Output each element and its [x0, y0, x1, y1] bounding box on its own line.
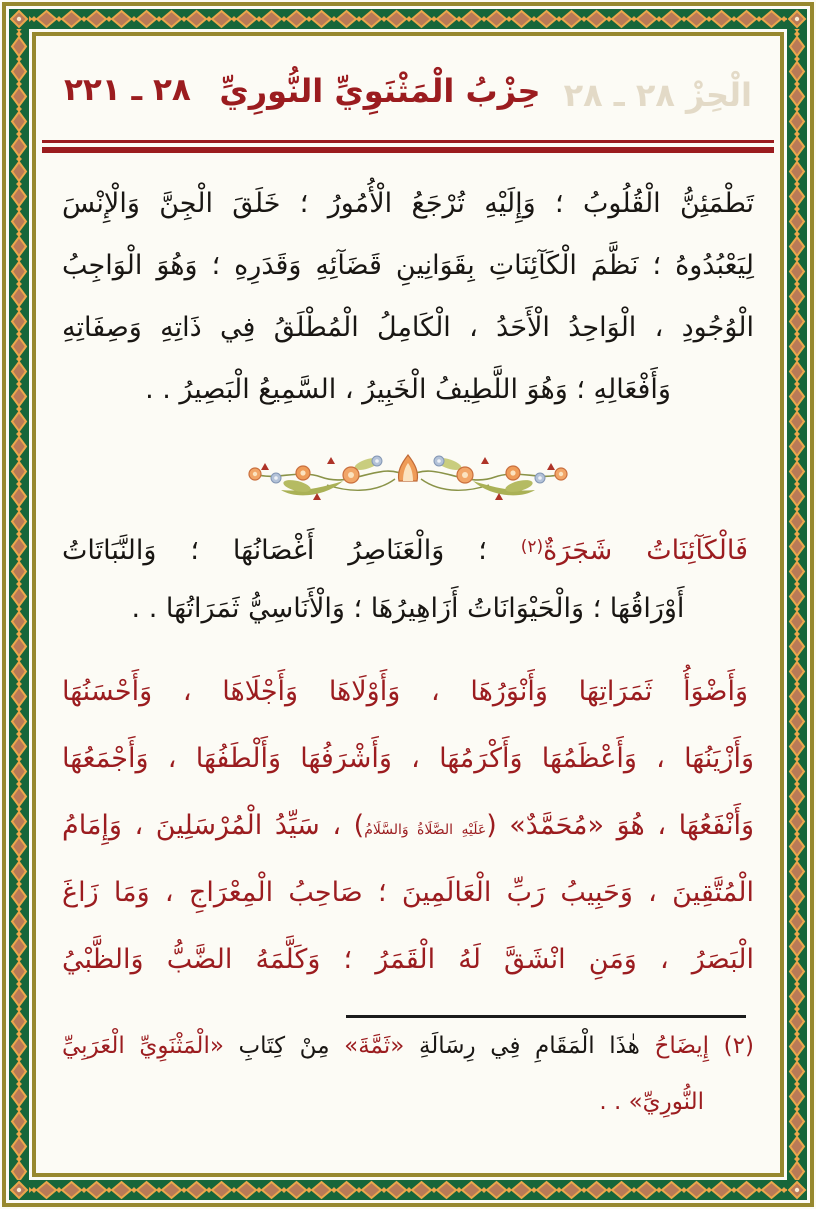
- text-line: وَأَنْفَعُهَا ، هُوَ «مُحَمَّدٌ» (عَلَيْهِ الصَّلَاةُ وَالسَّلَامُ) ، سَيِّدُ الْمُرْسَلِينَ ، وَإِمَامُ: [62, 810, 755, 841]
- text-line: وَأَفْعَالِهِ ؛ وَهُوَ اللَّطِيفُ الْخَبِيرُ ، السَّمِيعُ الْبَصِيرُ . .: [145, 374, 671, 405]
- footnote-line: (٢) إِيضَاحُ هٰذَا الْمَقَامِ فِي رِسَالَةِ «ثَمَّةَ» مِنْ كِتَابِ «الْمَثْنَوِيِّ الْعَرَبِيِّ: [62, 1033, 754, 1059]
- diamond-chain-border-bottom: [9, 1180, 807, 1200]
- text-line: الْمُتَّقِينَ ، وَحَبِيبُ رَبِّ الْعَالَمِينَ ؛ صَاحِبُ الْمِعْرَاجِ ، وَمَا زَاغَ: [62, 877, 754, 908]
- ghost-print-artifact: الْحِزْ ٢٨ ـ ٢٨: [563, 76, 752, 114]
- footnote-section: [62, 1015, 754, 1130]
- text-line: الْوُجُودِ ، الْوَاحِدُ الْأَحَدُ ، الْكَامِلُ الْمُطْلَقُ فِي ذَاتِهِ وَصِفَاتِهِ: [62, 312, 754, 343]
- floral-ornament-icon: [243, 447, 573, 502]
- floral-divider-ornament: [243, 447, 573, 502]
- diamond-medallion-corner: [9, 9, 29, 29]
- page-header: [62, 70, 754, 134]
- diamond-medallion-corner: [787, 9, 807, 29]
- text-line: تَطْمَئِنُّ الْقُلُوبُ ؛ وَإِلَيْهِ تُرْجَعُ الْأُمُورُ ؛ خَلَقَ الْجِنَّ وَالْإِنْسَ: [62, 188, 754, 219]
- header-divider-rule: [42, 140, 774, 153]
- text-line: وَأَضْوَأُ ثَمَرَاتِهَا وَأَنْوَرُهَا ، وَأَوْلَاهَا وَأَجْلَاهَا ، وَأَحْسَنُهَا: [62, 676, 748, 707]
- diamond-chain-border-left: [9, 9, 29, 1200]
- text-line: لِيَعْبُدُوهُ ؛ نَظَّمَ الْكَآئِنَاتِ بِقَوَانِينِ قَضَآئِهِ وَقَدَرِهِ ؛ وَهُوَ الْوَاجِبُ: [62, 250, 754, 281]
- diamond-chain-border-top: [9, 9, 807, 29]
- text-line: أَوْرَاقُهَا ؛ وَالْحَيْوَانَاتُ أَزَاهِيرُهَا ؛ وَالْأَنَاسِيُّ ثَمَرَاتُهَا . .: [131, 593, 685, 624]
- text-line: فَالْكَآئِنَاتُ شَجَرَةٌ$^{(٢)}$ ؛ وَالْعَنَاصِرُ أَغْصَانُهَا ؛ وَالنَّبَاتَاتُ: [62, 535, 748, 566]
- footnote-line: النُّورِيِّ» . .: [599, 1089, 704, 1115]
- text-line: وَأَزْيَنُهَا ، وَأَعْظَمُهَا وَأَكْرَمُهَا ، وَأَشْرَفُهَا وَأَلْطَفُهَا ، وَأَجْمَعُهَا: [62, 743, 754, 774]
- paragraph-1: [62, 173, 754, 421]
- page-numbers: ٢٨ ـ ٢٢١: [64, 72, 191, 108]
- page-title: حِزْبُ الْمَثْنَوِيِّ النُّورِيِّ: [219, 72, 541, 110]
- diamond-medallion-corner: [787, 1180, 807, 1200]
- diamond-medallion-corner: [9, 1180, 29, 1200]
- paragraph-3-red: [62, 658, 754, 993]
- paragraph-2: [62, 516, 754, 640]
- page-content: [36, 36, 780, 1173]
- text-line: الْبَصَرُ ، وَمَنِ انْشَقَّ لَهُ الْقَمَرُ ؛ وَكَلَّمَهُ الضَّبُّ وَالظَّبْيُ: [62, 944, 754, 975]
- diamond-chain-border-right: [787, 9, 807, 1200]
